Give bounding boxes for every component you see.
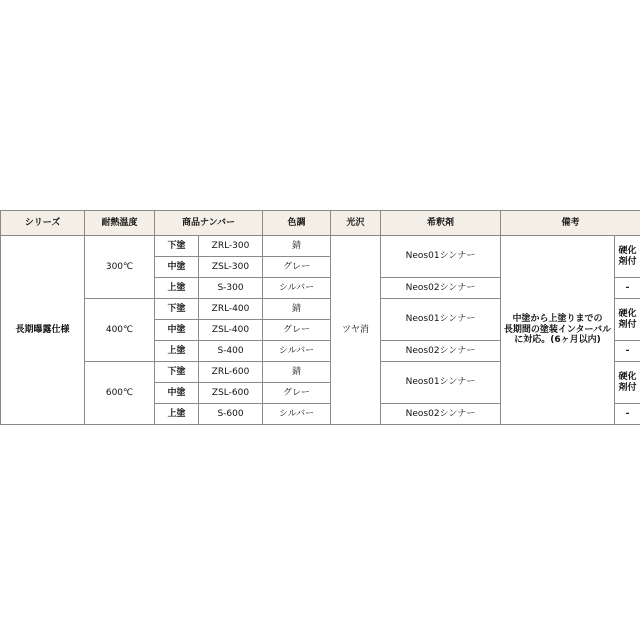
header-remarks: 備考 <box>501 211 640 236</box>
hardener-cell: - <box>615 341 640 362</box>
temp-cell: 600℃ <box>85 362 155 425</box>
color-cell: グレー <box>263 320 331 341</box>
product-cell: ZRL-400 <box>199 299 263 320</box>
header-product-number: 商品ナンバー <box>155 211 263 236</box>
header-gloss: 光沢 <box>331 211 381 236</box>
coat-cell: 中塗 <box>155 320 199 341</box>
product-cell: ZRL-300 <box>199 236 263 257</box>
product-cell: ZSL-400 <box>199 320 263 341</box>
header-row <box>1 211 640 236</box>
color-cell: グレー <box>263 257 331 278</box>
temp-cell: 300℃ <box>85 236 155 299</box>
coat-cell: 下塗 <box>155 299 199 320</box>
coat-cell: 下塗 <box>155 362 199 383</box>
header-temp: 耐熱温度 <box>85 211 155 236</box>
coat-cell: 中塗 <box>155 257 199 278</box>
product-cell: S-300 <box>199 278 263 299</box>
coat-cell: 上塗 <box>155 341 199 362</box>
color-cell: 錆 <box>263 236 331 257</box>
hardener-cell: 硬化剤付 <box>615 299 640 341</box>
gloss-cell: ツヤ消 <box>331 236 381 425</box>
product-cell: ZRL-600 <box>199 362 263 383</box>
series-cell: 長期曝露仕様 <box>1 236 85 425</box>
hardener-cell: - <box>615 404 640 425</box>
hardener-cell: 硬化剤付 <box>615 362 640 404</box>
color-cell: シルバー <box>263 404 331 425</box>
thinner-cell: Neos01シンナー <box>381 299 501 341</box>
hardener-cell: 硬化剤付 <box>615 236 640 278</box>
thinner-cell: Neos01シンナー <box>381 362 501 404</box>
thinner-cell: Neos02シンナー <box>381 404 501 425</box>
coat-cell: 中塗 <box>155 383 199 404</box>
thinner-cell: Neos01シンナー <box>381 236 501 278</box>
coat-cell: 上塗 <box>155 404 199 425</box>
thinner-cell: Neos02シンナー <box>381 341 501 362</box>
header-series: シリーズ <box>1 211 85 236</box>
header-color: 色調 <box>263 211 331 236</box>
color-cell: 錆 <box>263 299 331 320</box>
color-cell: グレー <box>263 383 331 404</box>
note-line: 長期間の塗装インターバル <box>503 324 612 335</box>
coat-cell: 上塗 <box>155 278 199 299</box>
coat-cell: 下塗 <box>155 236 199 257</box>
note-line: 中塗から上塗りまでの <box>512 313 603 324</box>
product-cell: ZSL-600 <box>199 383 263 404</box>
table-row <box>1 236 640 257</box>
product-cell: S-600 <box>199 404 263 425</box>
product-cell: ZSL-300 <box>199 257 263 278</box>
spec-table <box>0 210 640 425</box>
color-cell: シルバー <box>263 341 331 362</box>
remarks-note <box>501 236 615 425</box>
hardener-cell: - <box>615 278 640 299</box>
note-line: に対応。(6ヶ月以内) <box>514 335 601 346</box>
header-thinner: 希釈剤 <box>381 211 501 236</box>
product-cell: S-400 <box>199 341 263 362</box>
temp-cell: 400℃ <box>85 299 155 362</box>
thinner-cell: Neos02シンナー <box>381 278 501 299</box>
color-cell: 錆 <box>263 362 331 383</box>
color-cell: シルバー <box>263 278 331 299</box>
